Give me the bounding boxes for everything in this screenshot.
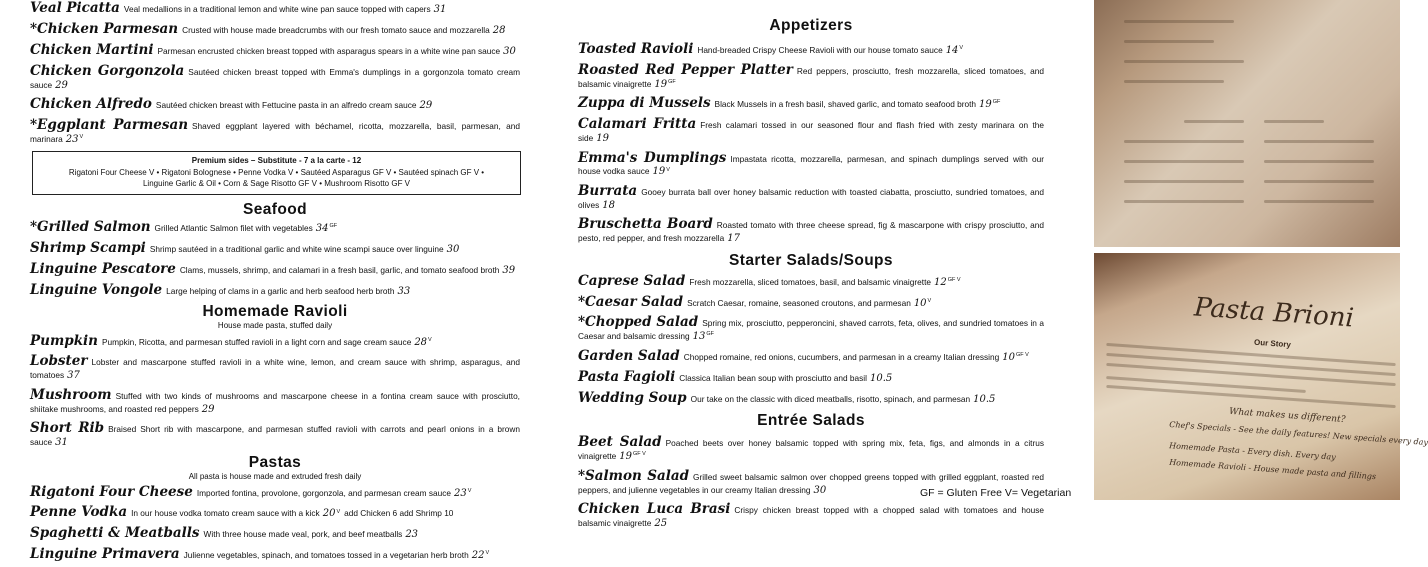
menu-item — [30, 420, 520, 449]
menu-item-name: Linguine Primavera — [30, 546, 180, 563]
premium-sides-line2: Linguine Garlic & Oil • Corn & Sage Risotto GF V • Mushroom Risotto GF V — [142, 179, 411, 189]
menu-item-description: Shaved eggplant layered with béchamel, ricotta, mozzarella, basil, parmesan, and marinara — [30, 120, 520, 144]
menu-item-name: Chicken Martini — [30, 41, 154, 58]
menu-item — [578, 294, 1044, 311]
menu-item-price: 30 — [503, 45, 516, 57]
menu-item — [578, 183, 1044, 212]
menu-item-description: Scratch Caesar, romaine, seasoned croutons, and parmesan — [687, 297, 911, 308]
dietary-tag: GF V — [633, 451, 646, 458]
menu-item-name: Short Rib — [30, 420, 105, 437]
menu-item-description: Black Mussels in a fresh basil, shaved garlic, and tomato seafood broth — [714, 99, 977, 110]
photo-item-1: Chef's Specials - See the daily features! New specials every day — [1169, 419, 1428, 448]
menu-item-price: 10.5 — [869, 372, 893, 384]
menu-item-description: Grilled Atlantic Salmon filet with vegetables — [154, 223, 313, 234]
menu-item-price: 19 — [979, 99, 992, 111]
menu-item-name: Beet Salad — [578, 434, 662, 451]
menu-item-description: Stuffed with two kinds of mushrooms and mascarpone cheese in a fontina cream sauce with prosciutto, shiitake mushrooms, and roasted red peppers — [30, 390, 520, 414]
menu-item — [578, 62, 1044, 91]
photo-item-3: Homemade Ravioli - House made pasta and fillings — [1168, 457, 1377, 482]
ravioli-heading: Homemade Ravioli — [202, 302, 348, 320]
menu-item-price: 19 — [654, 78, 668, 90]
menu-item-price: 30 — [446, 243, 460, 255]
dietary-tag: V — [467, 487, 472, 494]
menu-item-price: 19 — [652, 166, 666, 178]
menu-item-price: 29 — [201, 403, 215, 415]
menu-item — [30, 353, 520, 382]
menu-item — [578, 501, 1044, 530]
menu-item-name: Rigatoni Four Cheese — [30, 483, 193, 500]
menu-item-name: Penne Vodka — [30, 504, 128, 521]
menu-item-description: Chopped romaine, red onions, cucumbers, and parmesan in a creamy Italian dressing — [683, 351, 1000, 362]
menu-item-price: 37 — [67, 370, 80, 382]
menu-item — [30, 42, 520, 59]
menu-item-name: Chicken Alfredo — [30, 96, 152, 112]
entree-salads-list — [578, 434, 1044, 530]
ravioli-list — [30, 333, 520, 450]
menu-item-description: Fresh mozzarella, sliced tomatoes, basil, and balsamic vinaigrette — [689, 276, 931, 287]
menu-item-price: 17 — [727, 233, 740, 245]
dietary-tag: V — [959, 45, 964, 52]
menu-item-description: Large helping of clams in a garlic and herb seafood herb broth — [166, 285, 395, 296]
menu-item-price: 19 — [596, 133, 609, 144]
menu-item-name: Calamari Fritta — [578, 116, 697, 133]
menu-item-description: Hand-breaded Crispy Cheese Ravioli with our house tomato sauce — [697, 45, 943, 55]
menu-item-price: 10 — [1002, 351, 1015, 363]
menu-item-description: Clams, mussels, shrimp, and calamari in a fresh basil, garlic, and tomato seafood broth — [179, 264, 500, 275]
menu-item-description: Shrimp sautéed in a traditional garlic and white wine scampi sauce over linguine — [149, 243, 444, 254]
menu-item-description: Lobster and mascarpone stuffed ravioli in a white wine, lemon, and cream sauce with shrimp, asparagus, and tomatoes — [30, 357, 520, 381]
seafood-heading: Seafood — [243, 201, 307, 219]
menu-item — [578, 273, 1044, 290]
menu-item — [30, 0, 520, 17]
photo-item-2: Homemade Pasta - Every dish. Every day — [1168, 441, 1337, 462]
appetizers-heading: Appetizers — [769, 17, 853, 34]
menu-item-price: 23 — [65, 133, 79, 145]
menu-item-price: 34 — [315, 223, 329, 235]
menu-item — [30, 333, 520, 350]
dietary-tag: GF V — [947, 276, 961, 283]
menu-item-name: Pasta Fagioli — [578, 368, 676, 385]
premium-sides-box — [32, 151, 521, 195]
menu-item — [30, 525, 520, 542]
menu-item-price: 29 — [55, 79, 68, 91]
menu-item-price: 23 — [405, 529, 419, 541]
photo-story-heading: Our Story — [1253, 337, 1292, 350]
menu-item-name: Bruschetta Board — [578, 216, 713, 233]
menu-item-description: Fresh calamari tossed in our seasoned flour and flash fried with zesty marinara on the side — [578, 120, 1044, 143]
menu-item — [578, 434, 1044, 463]
menu-item — [30, 546, 520, 563]
dietary-tag: V — [927, 297, 932, 304]
salads-list — [578, 273, 1044, 407]
menu-photo-top — [1094, 0, 1400, 247]
menu-item-price: 31 — [433, 4, 447, 15]
menu-item-name: Spaghetti & Meatballs — [30, 525, 200, 542]
dietary-tag: V — [79, 133, 84, 140]
menu-item-name: Mushroom — [30, 386, 112, 403]
dietary-tag: GF — [706, 331, 714, 338]
menu-item-name: Zuppa di Mussels — [578, 95, 711, 112]
menu-item-price: 30 — [813, 484, 827, 496]
menu-item-description: Grilled sweet balsamic salmon over chopped greens topped with grilled eggplant, roasted red peppers, and julienne vegetables in our creamy Italian dressing — [578, 471, 1044, 495]
menu-item-price: 14 — [945, 45, 959, 56]
menu-item — [30, 282, 520, 299]
menu-item-description: Julienne vegetables, spinach, and tomatoes tossed in a vegetarian herb broth — [183, 550, 469, 561]
menu-item — [30, 261, 520, 278]
menu-item-name: Linguine Pescatore — [30, 260, 176, 277]
dietary-legend: GF = Gluten Free V= Vegetarian — [920, 487, 1072, 499]
menu-item-description: Poached beets over honey balsamic topped with spring mix, feta, figs, and almonds in a citrus vinaigrette — [578, 438, 1044, 462]
menu-item-name: Shrimp Scampi — [30, 239, 146, 256]
dietary-tag: GF — [992, 99, 1001, 106]
menu-item-description: Sautéed chicken breast topped with Emma's dumplings in a gorgonzola tomato cream sauce — [30, 66, 520, 90]
menu-item-price: 28 — [492, 24, 506, 36]
menu-item-price: 31 — [55, 437, 68, 449]
menu-item-name: Veal Picatta — [30, 0, 120, 16]
photo-restaurant-title: Pasta Brioni — [1193, 292, 1355, 334]
menu-item-name: Pumpkin — [30, 332, 98, 349]
photo-question: What makes us different? — [1228, 406, 1346, 426]
menu-item-addons: add Chicken 6 add Shrimp 10 — [344, 508, 454, 519]
menu-item-name: Burrata — [578, 182, 638, 199]
menu-item-price: 13 — [692, 331, 706, 343]
menu-item — [30, 504, 520, 521]
menu-item — [30, 63, 520, 92]
menu-item-name: *Salmon Salad — [578, 467, 690, 484]
pastas-heading: Pastas — [248, 453, 302, 471]
menu-item — [30, 484, 520, 501]
menu-item-description: Roasted tomato with three cheese spread, fig & mascarpone with crispy prosciutto, and pesto, red pepper, and fresh mozzarella — [578, 220, 1044, 244]
menu-item-name: Caprese Salad — [578, 272, 686, 289]
pastas-subtitle: All pasta is house made and extruded fresh daily — [188, 471, 362, 481]
dietary-tag: GF — [329, 223, 338, 230]
menu-item-description: Pumpkin, Ricotta, and parmesan stuffed ravioli in a light corn and sage cream sauce — [102, 336, 412, 347]
menu-item-name: *Grilled Salmon — [30, 219, 151, 236]
menu-item-price: 10 — [913, 297, 927, 309]
menu-item-price: 25 — [654, 518, 668, 529]
menu-item-price: 18 — [602, 199, 615, 211]
menu-item-name: *Caesar Salad — [578, 293, 684, 310]
dietary-tag: GF V — [1015, 351, 1029, 358]
appetizers-list — [578, 41, 1044, 246]
premium-sides-line1: Rigatoni Four Cheese V • Rigatoni Bolognese • Penne Vodka V • Sautéed Asparagus GF V • Sautéed spinach GF V • — [68, 167, 485, 177]
menu-item-price: 29 — [419, 100, 433, 111]
menu-item-name: *Chopped Salad — [578, 314, 699, 331]
menu-item-name: Roasted Red Pepper Platter — [578, 61, 793, 78]
menu-item-description: Classica Italian bean soup with prosciutto and basil — [679, 372, 867, 383]
menu-item-name: Emma's Dumplings — [578, 149, 727, 166]
menu-item-name: *Eggplant Parmesan — [30, 116, 189, 133]
menu-item — [30, 219, 520, 236]
menu-item-description: Gooey burrata ball over honey balsamic reduction with toasted ciabatta, prosciutto, sundried tomatoes, and olives — [578, 186, 1044, 210]
menu-item — [578, 348, 1044, 365]
menu-item — [578, 314, 1044, 343]
menu-item-name: Wedding Soup — [578, 389, 687, 406]
seafood-list — [30, 219, 520, 299]
menu-photo-bottom — [1094, 253, 1428, 500]
pastas-list — [30, 484, 520, 564]
menu-item-name: Garden Salad — [578, 347, 680, 364]
menu-item — [578, 390, 1044, 407]
dietary-tag: GF — [668, 78, 676, 85]
premium-sides-title: Premium sides – Substitute - 7 a la carte - 12 — [191, 156, 362, 166]
menu-item-description: Braised Short rib with mascarpone, and parmesan stuffed ravioli with carrots and pearl onions in a brown sauce — [30, 424, 521, 448]
menu-item-price: 22 — [471, 550, 485, 562]
menu-item-description: Parmesan encrusted chicken breast topped with asparagus spears in a white wine pan sauce — [157, 45, 501, 56]
menu-item — [30, 21, 520, 38]
dietary-tag: V — [336, 508, 341, 515]
menu-item-description: Our take on the classic with diced meatballs, risotto, spinach, and parmesan — [690, 393, 971, 404]
menu-item-price: 19 — [619, 451, 633, 463]
menu-item-description: Veal medallions in a traditional lemon and white wine pan sauce topped with capers — [123, 4, 431, 14]
menu-item-description: Crusted with house made breadcrumbs with our fresh tomato sauce and mozzarella — [182, 24, 490, 35]
dietary-tag: V — [485, 550, 490, 557]
entree-salads-heading: Entrée Salads — [757, 412, 865, 430]
menu-item — [30, 387, 520, 416]
menu-item — [578, 95, 1044, 112]
menu-item — [578, 150, 1044, 179]
menu-item-name: Chicken Gorgonzola — [30, 62, 185, 79]
menu-item — [578, 41, 1044, 58]
menu-item-price: 20 — [322, 508, 336, 520]
menu-item-name: Lobster — [30, 353, 88, 370]
menu-item-name: Linguine Vongole — [30, 281, 163, 298]
ravioli-subtitle: House made pasta, stuffed daily — [217, 320, 333, 330]
menu-item-description: Impastata ricotta, mozzarella, parmesan, and spinach dumplings served with our house vodka sauce — [578, 153, 1044, 177]
salads-heading: Starter Salads/Soups — [729, 251, 893, 269]
menu-item-name: Chicken Luca Brasi — [578, 501, 731, 518]
menu-item-price: 23 — [453, 487, 467, 499]
menu-item-description: With three house made veal, pork, and beef meatballs — [203, 529, 403, 540]
menu-item-description: In our house vodka tomato cream sauce with a kick — [131, 508, 320, 519]
menu-item — [578, 369, 1044, 386]
entree-list — [30, 0, 520, 146]
menu-item-description: Crispy chicken breast topped with a chopped salad with tomatoes and house balsamic vinaigrette — [578, 505, 1044, 528]
menu-item-name: Toasted Ravioli — [578, 41, 694, 57]
menu-item-description: Sautéed chicken breast with Fettucine pasta in an alfredo cream sauce — [155, 100, 417, 110]
menu-item-description: Spring mix, prosciutto, pepperoncini, shaved carrots, feta, olives, and sundried tomatoes in a Caesar and balsamic dressing — [578, 318, 1044, 342]
menu-item — [578, 216, 1044, 245]
menu-item — [30, 117, 520, 146]
menu-middle-column — [578, 0, 1044, 535]
menu-item-price: 12 — [933, 276, 947, 288]
menu-item-price: 28 — [414, 336, 428, 348]
menu-item-price: 10.5 — [973, 393, 996, 405]
menu-item-price: 39 — [502, 264, 516, 276]
menu-item-description: Imported fontina, provolone, gorgonzola, and parmesan cream sauce — [196, 487, 451, 498]
dietary-tag: V — [666, 166, 670, 173]
menu-item-description: Red peppers, prosciutto, fresh mozzarella, sliced tomatoes, and balsamic vinaigrette — [578, 65, 1044, 89]
menu-item-name: *Chicken Parmesan — [30, 20, 179, 37]
menu-left-column — [30, 0, 520, 567]
menu-item — [30, 240, 520, 257]
dietary-tag: V — [428, 336, 432, 343]
menu-item-price: 33 — [397, 285, 411, 297]
menu-item — [578, 116, 1044, 145]
menu-item — [30, 96, 520, 113]
